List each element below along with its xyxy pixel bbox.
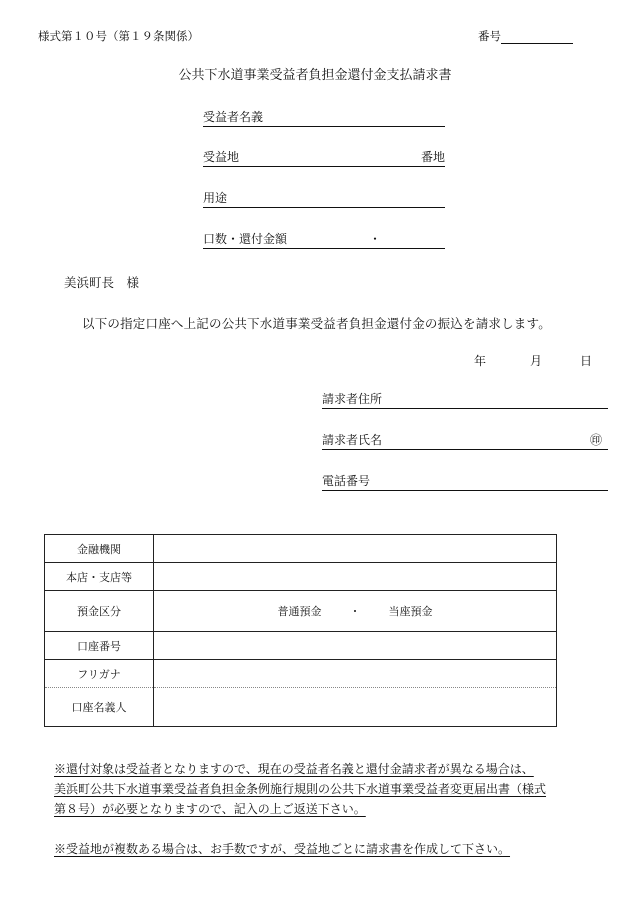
use-label: 用途 [203, 191, 228, 205]
document-title: 公共下水道事業受益者負担金還付金支払請求書 [178, 68, 452, 83]
account-number-cell[interactable] [154, 632, 557, 660]
date-month[interactable]: 月 [530, 354, 543, 368]
note1-line2: 美浜町公共下水道事業受益者負担金条例施行規則の公共下水道事業受益者変更届出書（様式 [54, 782, 547, 796]
bank-account-table [44, 534, 557, 727]
number-label: 番号 [478, 29, 501, 43]
table-row [45, 660, 557, 688]
beneficiary-land-label: 受益地 [203, 150, 240, 164]
date-year[interactable]: 年 [474, 354, 487, 368]
institution-cell[interactable] [154, 535, 557, 563]
note1-line1: ※還付対象は受益者となりますので、現在の受益者名義と還付金請求者が異なる場合は、 [54, 762, 534, 776]
note2-text: ※受益地が複数ある場合は、お手数ですが、受益地ごとに請求書を作成して下さい。 [54, 842, 511, 856]
branch-header: 本店・支店等 [45, 563, 154, 591]
account-number-header: 口座番号 [45, 632, 154, 660]
account-holder-header: 口座名義人 [45, 688, 154, 727]
table-row [45, 535, 557, 563]
deposit-ordinary-option[interactable]: 普通預金 [277, 605, 322, 618]
use-field[interactable] [203, 191, 445, 208]
requester-address-label: 請求者住所 [322, 392, 383, 406]
deposit-current-option[interactable]: 当座預金 [388, 605, 433, 618]
date-day[interactable]: 日 [580, 354, 593, 368]
requester-name-field[interactable] [322, 433, 608, 450]
addressee: 美浜町長 様 [64, 275, 140, 290]
beneficiary-name-field[interactable] [203, 110, 445, 127]
amount-label: 口数・還付金額 [203, 232, 288, 246]
furigana-header: フリガナ [45, 660, 154, 688]
amount-field[interactable] [203, 232, 445, 249]
requester-name-label: 請求者氏名 [322, 433, 383, 447]
form-number: 様式第１０号（第１９条関係） [38, 29, 199, 43]
requester-phone-field[interactable] [322, 474, 608, 491]
beneficiary-land-suffix: 番地 [420, 150, 445, 164]
note-multiple-lands [54, 839, 614, 859]
table-row [45, 632, 557, 660]
deposit-type-cell[interactable] [154, 591, 557, 632]
institution-header: 金融機関 [45, 535, 154, 563]
beneficiary-name-label: 受益者名義 [203, 110, 264, 124]
table-row [45, 688, 557, 727]
table-row [45, 563, 557, 591]
deposit-separator: ・ [349, 605, 361, 618]
document-number [478, 28, 573, 44]
table-row [45, 591, 557, 632]
furigana-cell[interactable] [154, 660, 557, 688]
note1-line3: 第８号）が必要となりますので、記入の上ご返送下さい。 [54, 802, 366, 816]
requester-phone-label: 電話番号 [322, 474, 371, 488]
request-statement: 以下の指定口座へ上記の公共下水道事業受益者負担金還付金の振込を請求します。 [82, 316, 551, 331]
branch-cell[interactable] [154, 563, 557, 591]
account-holder-cell[interactable] [154, 688, 557, 727]
requester-address-field[interactable] [322, 392, 608, 409]
deposit-type-header: 預金区分 [45, 591, 154, 632]
seal-mark: ㊞ [589, 433, 602, 447]
note-beneficiary-change [54, 759, 614, 819]
amount-dot: ・ [369, 232, 382, 246]
beneficiary-land-field[interactable] [203, 150, 445, 167]
number-blank[interactable] [501, 30, 573, 44]
